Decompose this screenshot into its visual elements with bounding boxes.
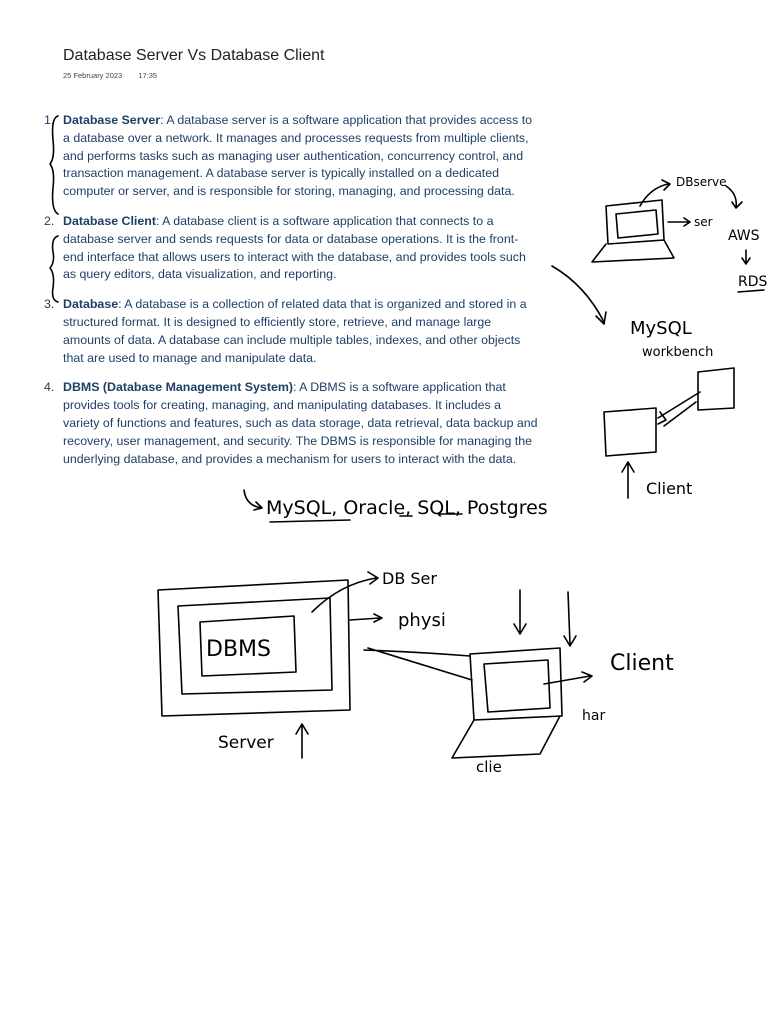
definitions-list	[44, 112, 538, 480]
arrow-to-db-ser	[312, 572, 378, 612]
hw-server-label: Server	[218, 733, 274, 753]
hw-rds: RDS	[738, 274, 768, 290]
server-outer-box	[158, 580, 350, 716]
arrow-to-mysql	[552, 266, 606, 324]
connection-arrows	[658, 392, 700, 426]
list-number: 2.	[44, 213, 55, 228]
page-title: Database Server Vs Database Client	[63, 47, 325, 64]
definition-text: : A database client is a software application that connects to a database server and sends requests for data or database operations. It is the front-end interface that allows users to interact with the database, and provides tools such as query editors, data visualization, and reporting.	[63, 213, 526, 282]
arrow-to-dbserve	[640, 180, 670, 206]
server-box-right	[698, 368, 734, 410]
arrow-to-client	[544, 672, 592, 684]
list-number: 1.	[44, 113, 55, 127]
hw-dbms: DBMS	[206, 637, 271, 662]
term-dbms: DBMS (Database Management System)	[63, 380, 293, 395]
arrow-up-client	[622, 462, 634, 498]
definition-text: : A database is a collection of related data that is organized and stored in a structured format. It is designed to efficiently store, retrieve, and manage large amounts of data. A database can include multiple tables, indexes, and other objects that are used to manage and manipulate data.	[63, 297, 527, 365]
arrow-to-server	[668, 218, 690, 226]
hw-aws: AWS	[728, 228, 760, 244]
arrow-to-physical	[350, 614, 382, 622]
page-time: 17:35	[138, 71, 158, 80]
client-laptop-base	[452, 716, 560, 758]
dbms-box	[200, 616, 296, 676]
hw-client: Client	[610, 651, 674, 676]
arrow-to-rds	[742, 250, 750, 264]
client-box-right	[604, 408, 656, 456]
hw-server: ser	[694, 215, 713, 229]
term-database-server: Database Server	[63, 113, 161, 127]
arrow-to-aws	[726, 186, 742, 208]
list-number: 3.	[44, 297, 55, 312]
hw-workbench: workbench	[642, 345, 714, 360]
server-inner-box	[178, 598, 332, 694]
laptop-sketch-top	[592, 200, 674, 262]
list-item-database-client	[44, 213, 538, 284]
hw-client-bottom: clie	[476, 758, 502, 776]
hw-db-list: MySQL, Oracle, SQL, Postgres	[266, 497, 548, 519]
definition-text: : A DBMS is a software application that provides tools for creating, managing, and manipulating databases. It includes a variety of functions and features, such as data storage, data retrieval, data backup and recovery, user management, and security. The DBMS is responsible for managing the underlying database, and provides a mechanism for users to interact with the data.	[63, 380, 538, 466]
client-laptop-screen	[470, 648, 562, 720]
page-meta	[63, 71, 157, 80]
rds-underline	[738, 290, 764, 292]
server-client-link	[364, 648, 472, 680]
list-item-database	[44, 296, 538, 367]
definition-text: : A database server is a software application that provides access to a database over a network. It manages and processes requests from multiple clients, and performs tasks such as managing user authentication, concurrency control, and transaction management. A database server is typically installed on a dedicated computer or server, and is responsible for storing, managing, and processing data.	[63, 113, 533, 199]
arrow-down-2	[564, 592, 576, 646]
arrow-down-1	[514, 590, 526, 634]
list-item-dbms	[44, 379, 538, 468]
list-number: 4.	[44, 380, 55, 395]
hw-client-right: Client	[646, 479, 693, 498]
hw-hard: har	[582, 708, 606, 724]
db-list-arrow	[244, 490, 262, 510]
hw-db-ser: DB Ser	[382, 569, 437, 588]
hw-dbserve: DBserve	[676, 175, 727, 189]
list-item-database-server	[44, 112, 538, 201]
term-database: Database	[63, 297, 119, 312]
hw-mysql: MySQL	[630, 318, 692, 339]
hw-physical: physi	[398, 610, 446, 631]
db-list-underline	[270, 514, 462, 522]
page-date: 25 February 2023	[63, 71, 123, 80]
arrow-up-server	[296, 724, 308, 758]
term-database-client: Database Client	[63, 213, 156, 228]
